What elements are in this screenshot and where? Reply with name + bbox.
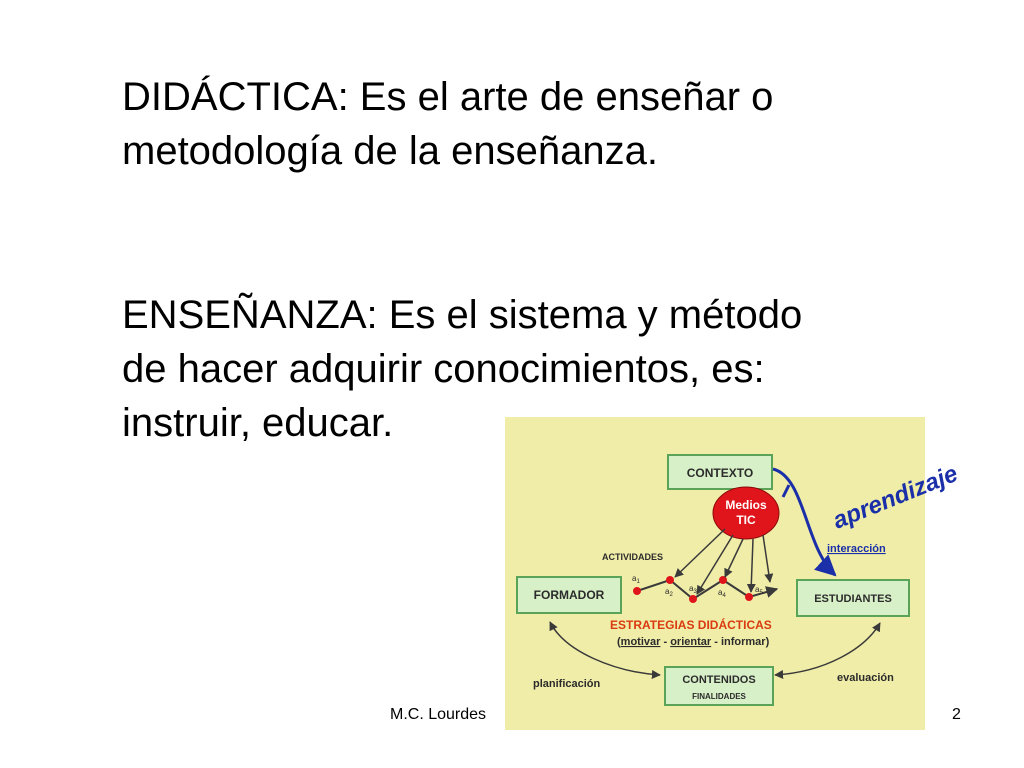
estudiantes-label: ESTUDIANTES <box>814 593 892 605</box>
orientar-label: orientar <box>670 636 712 648</box>
formador-label: FORMADOR <box>533 588 605 602</box>
motivar-label: motivar <box>620 636 661 648</box>
contenidos-label: CONTENIDOS <box>682 674 756 686</box>
estrategias-subtitle: (motivar - orientar - informar) <box>617 636 770 648</box>
page-number: 2 <box>952 706 961 723</box>
activity-node-2 <box>666 576 674 584</box>
aprendizaje-label: aprendizaje <box>829 460 962 535</box>
definition-ensenanza-line2: de hacer adquirir conocimientos, es: <box>122 347 765 391</box>
aprendizaje-arrow <box>773 469 835 575</box>
activity-node-5 <box>745 593 753 601</box>
didactic-diagram-svg <box>505 417 962 730</box>
finalidades-label: FINALIDADES <box>692 692 746 701</box>
activity-a2: $a_2$ <box>665 587 673 598</box>
activity-a1: $a_1$ <box>632 574 640 585</box>
evaluacion-arrow <box>775 623 880 675</box>
activity-a5: $a_5$ <box>755 585 763 596</box>
medios-arrow-1 <box>675 529 725 577</box>
activity-a4: $a_4$ <box>718 588 726 599</box>
activity-node-4 <box>719 576 727 584</box>
medios-arrow-5 <box>763 535 770 582</box>
definition-didactica-line1: DIDÁCTICA: Es el arte de enseñar o <box>122 75 774 119</box>
definition-ensenanza-line3: instruir, educar. <box>122 401 394 445</box>
definition-didactica-line2: metodología de la enseñanza. <box>122 129 658 173</box>
tic-label: TIC <box>736 513 756 527</box>
interaccion-label: interacción <box>827 543 886 555</box>
estrategias-label: ESTRATEGIAS DIDÁCTICAS <box>610 618 772 632</box>
aprendizaje-arrow-tail <box>783 485 789 497</box>
definition-ensenanza-line1: ENSEÑANZA: Es el sistema y método <box>122 293 803 337</box>
planificacion-label: planificación <box>533 678 601 690</box>
footer-author: M.C. Lourdes <box>390 706 487 723</box>
activity-a3: $a_3$ <box>689 584 697 595</box>
definition-didactica <box>122 70 922 178</box>
contexto-label: CONTEXTO <box>686 466 754 480</box>
activity-node-1 <box>633 587 641 595</box>
actividades-label: ACTIVIDADES <box>602 552 664 562</box>
medios-arrow-4 <box>751 539 753 592</box>
activity-node-3 <box>689 595 697 603</box>
medios-label: Medios <box>725 498 767 512</box>
didactic-diagram <box>505 417 962 730</box>
evaluacion-label: evaluación <box>837 672 894 684</box>
